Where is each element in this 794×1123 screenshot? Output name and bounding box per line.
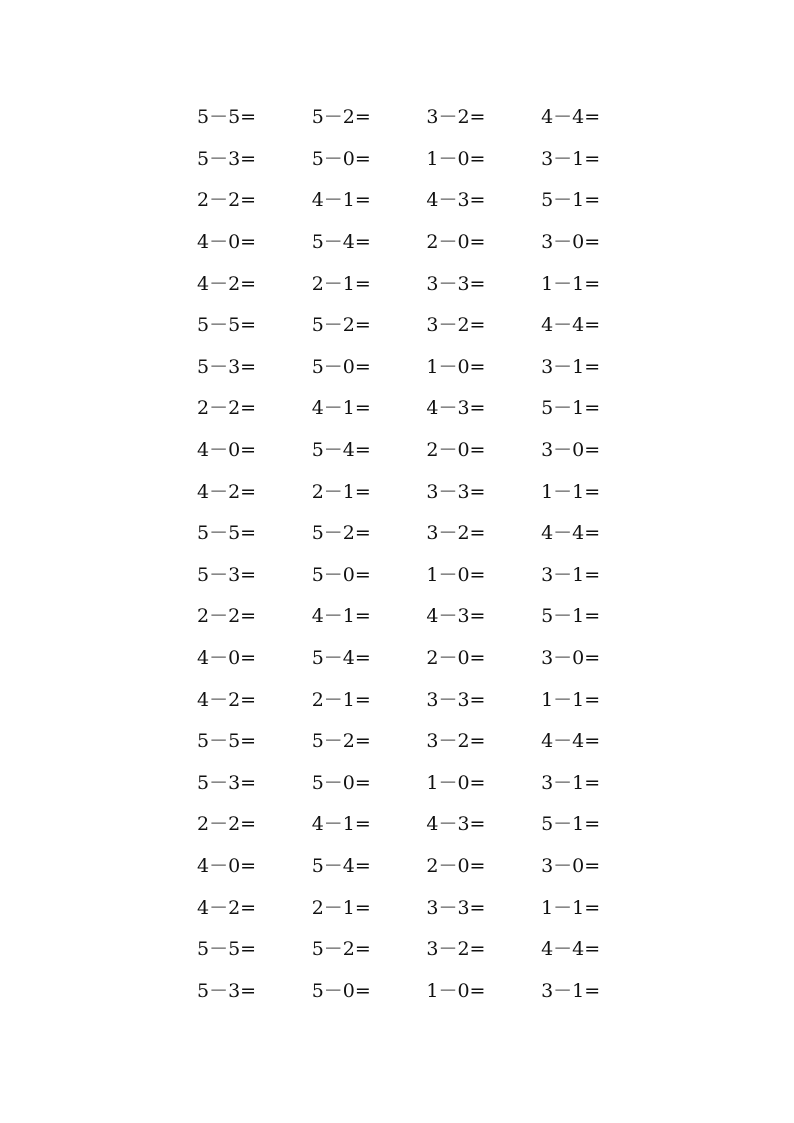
subtraction-problem: 4－4= <box>541 938 601 961</box>
subtraction-problem: 1－0= <box>426 563 486 586</box>
subtraction-problem: 1－0= <box>426 979 486 1002</box>
subtraction-problem: 5－0= <box>311 563 371 586</box>
subtraction-problem: 4－0= <box>197 854 257 877</box>
subtraction-problem: 2－1= <box>311 480 371 503</box>
subtraction-problem: 4－4= <box>541 522 601 545</box>
subtraction-problem: 3－2= <box>426 314 486 337</box>
problem-row <box>197 97 657 139</box>
problem-row <box>197 263 657 305</box>
subtraction-problem: 2－1= <box>311 688 371 711</box>
problem-row <box>197 763 657 805</box>
subtraction-problem: 5－3= <box>197 563 257 586</box>
subtraction-problem: 2－0= <box>426 231 486 254</box>
subtraction-problem: 5－2= <box>311 522 371 545</box>
subtraction-problem: 2－1= <box>311 896 371 919</box>
subtraction-problem: 1－0= <box>426 355 486 378</box>
subtraction-problem: 5－5= <box>197 314 257 337</box>
problem-row <box>197 222 657 264</box>
subtraction-problem: 4－2= <box>197 480 257 503</box>
subtraction-problem: 5－0= <box>311 355 371 378</box>
problem-row <box>197 721 657 763</box>
subtraction-problem: 4－4= <box>541 314 601 337</box>
subtraction-problem: 5－4= <box>311 231 371 254</box>
subtraction-problem: 3－2= <box>426 106 486 129</box>
subtraction-problem: 5－3= <box>197 355 257 378</box>
subtraction-problem: 4－3= <box>426 813 486 836</box>
subtraction-problem-grid <box>197 97 657 1012</box>
subtraction-problem: 3－3= <box>426 896 486 919</box>
subtraction-problem: 4－3= <box>426 189 486 212</box>
problem-row <box>197 139 657 181</box>
subtraction-problem: 5－4= <box>311 439 371 462</box>
subtraction-problem: 4－2= <box>197 272 257 295</box>
subtraction-problem: 5－5= <box>197 730 257 753</box>
problem-row <box>197 305 657 347</box>
subtraction-problem: 4－1= <box>311 605 371 628</box>
subtraction-problem: 4－3= <box>426 605 486 628</box>
subtraction-problem: 2－2= <box>197 813 257 836</box>
problem-row <box>197 347 657 389</box>
subtraction-problem: 2－0= <box>426 439 486 462</box>
subtraction-problem: 2－1= <box>311 272 371 295</box>
subtraction-problem: 1－0= <box>426 147 486 170</box>
subtraction-problem: 5－2= <box>311 106 371 129</box>
subtraction-problem: 3－0= <box>541 854 601 877</box>
subtraction-problem: 5－1= <box>541 605 601 628</box>
subtraction-problem: 1－1= <box>541 688 601 711</box>
subtraction-problem: 4－0= <box>197 647 257 670</box>
subtraction-problem: 1－1= <box>541 480 601 503</box>
subtraction-problem: 4－0= <box>197 231 257 254</box>
subtraction-problem: 5－1= <box>541 397 601 420</box>
subtraction-problem: 2－2= <box>197 605 257 628</box>
subtraction-problem: 4－1= <box>311 189 371 212</box>
subtraction-problem: 5－3= <box>197 147 257 170</box>
subtraction-problem: 1－1= <box>541 272 601 295</box>
subtraction-problem: 4－1= <box>311 813 371 836</box>
subtraction-problem: 5－3= <box>197 771 257 794</box>
subtraction-problem: 5－0= <box>311 771 371 794</box>
subtraction-problem: 3－3= <box>426 480 486 503</box>
problem-row <box>197 846 657 888</box>
subtraction-problem: 3－0= <box>541 647 601 670</box>
problem-row <box>197 513 657 555</box>
problem-row <box>197 555 657 597</box>
subtraction-problem: 2－0= <box>426 647 486 670</box>
problem-row <box>197 804 657 846</box>
subtraction-problem: 5－0= <box>311 979 371 1002</box>
subtraction-problem: 5－4= <box>311 647 371 670</box>
subtraction-problem: 4－2= <box>197 688 257 711</box>
subtraction-problem: 5－2= <box>311 938 371 961</box>
subtraction-problem: 5－5= <box>197 106 257 129</box>
subtraction-problem: 3－1= <box>541 771 601 794</box>
subtraction-problem: 3－2= <box>426 730 486 753</box>
subtraction-problem: 4－0= <box>197 439 257 462</box>
problem-row <box>197 430 657 472</box>
problem-row <box>197 596 657 638</box>
problem-row <box>197 471 657 513</box>
subtraction-problem: 3－0= <box>541 231 601 254</box>
problem-row <box>197 388 657 430</box>
subtraction-problem: 5－3= <box>197 979 257 1002</box>
problem-row <box>197 180 657 222</box>
subtraction-problem: 5－2= <box>311 730 371 753</box>
subtraction-problem: 3－0= <box>541 439 601 462</box>
subtraction-problem: 5－5= <box>197 522 257 545</box>
subtraction-problem: 3－1= <box>541 147 601 170</box>
subtraction-problem: 3－2= <box>426 522 486 545</box>
subtraction-problem: 5－1= <box>541 189 601 212</box>
problem-row <box>197 887 657 929</box>
subtraction-problem: 1－1= <box>541 896 601 919</box>
problem-row <box>197 929 657 971</box>
subtraction-problem: 3－3= <box>426 272 486 295</box>
subtraction-problem: 3－3= <box>426 688 486 711</box>
subtraction-problem: 5－1= <box>541 813 601 836</box>
problem-row <box>197 679 657 721</box>
subtraction-problem: 1－0= <box>426 771 486 794</box>
subtraction-problem: 5－2= <box>311 314 371 337</box>
subtraction-problem: 4－1= <box>311 397 371 420</box>
problem-row <box>197 638 657 680</box>
subtraction-problem: 5－4= <box>311 854 371 877</box>
subtraction-problem: 2－2= <box>197 397 257 420</box>
subtraction-problem: 3－2= <box>426 938 486 961</box>
subtraction-problem: 4－3= <box>426 397 486 420</box>
subtraction-problem: 2－0= <box>426 854 486 877</box>
subtraction-problem: 4－4= <box>541 106 601 129</box>
subtraction-problem: 3－1= <box>541 979 601 1002</box>
subtraction-problem: 4－2= <box>197 896 257 919</box>
subtraction-problem: 3－1= <box>541 355 601 378</box>
problem-row <box>197 970 657 1012</box>
subtraction-problem: 4－4= <box>541 730 601 753</box>
subtraction-problem: 2－2= <box>197 189 257 212</box>
subtraction-problem: 5－0= <box>311 147 371 170</box>
subtraction-problem: 3－1= <box>541 563 601 586</box>
subtraction-problem: 5－5= <box>197 938 257 961</box>
